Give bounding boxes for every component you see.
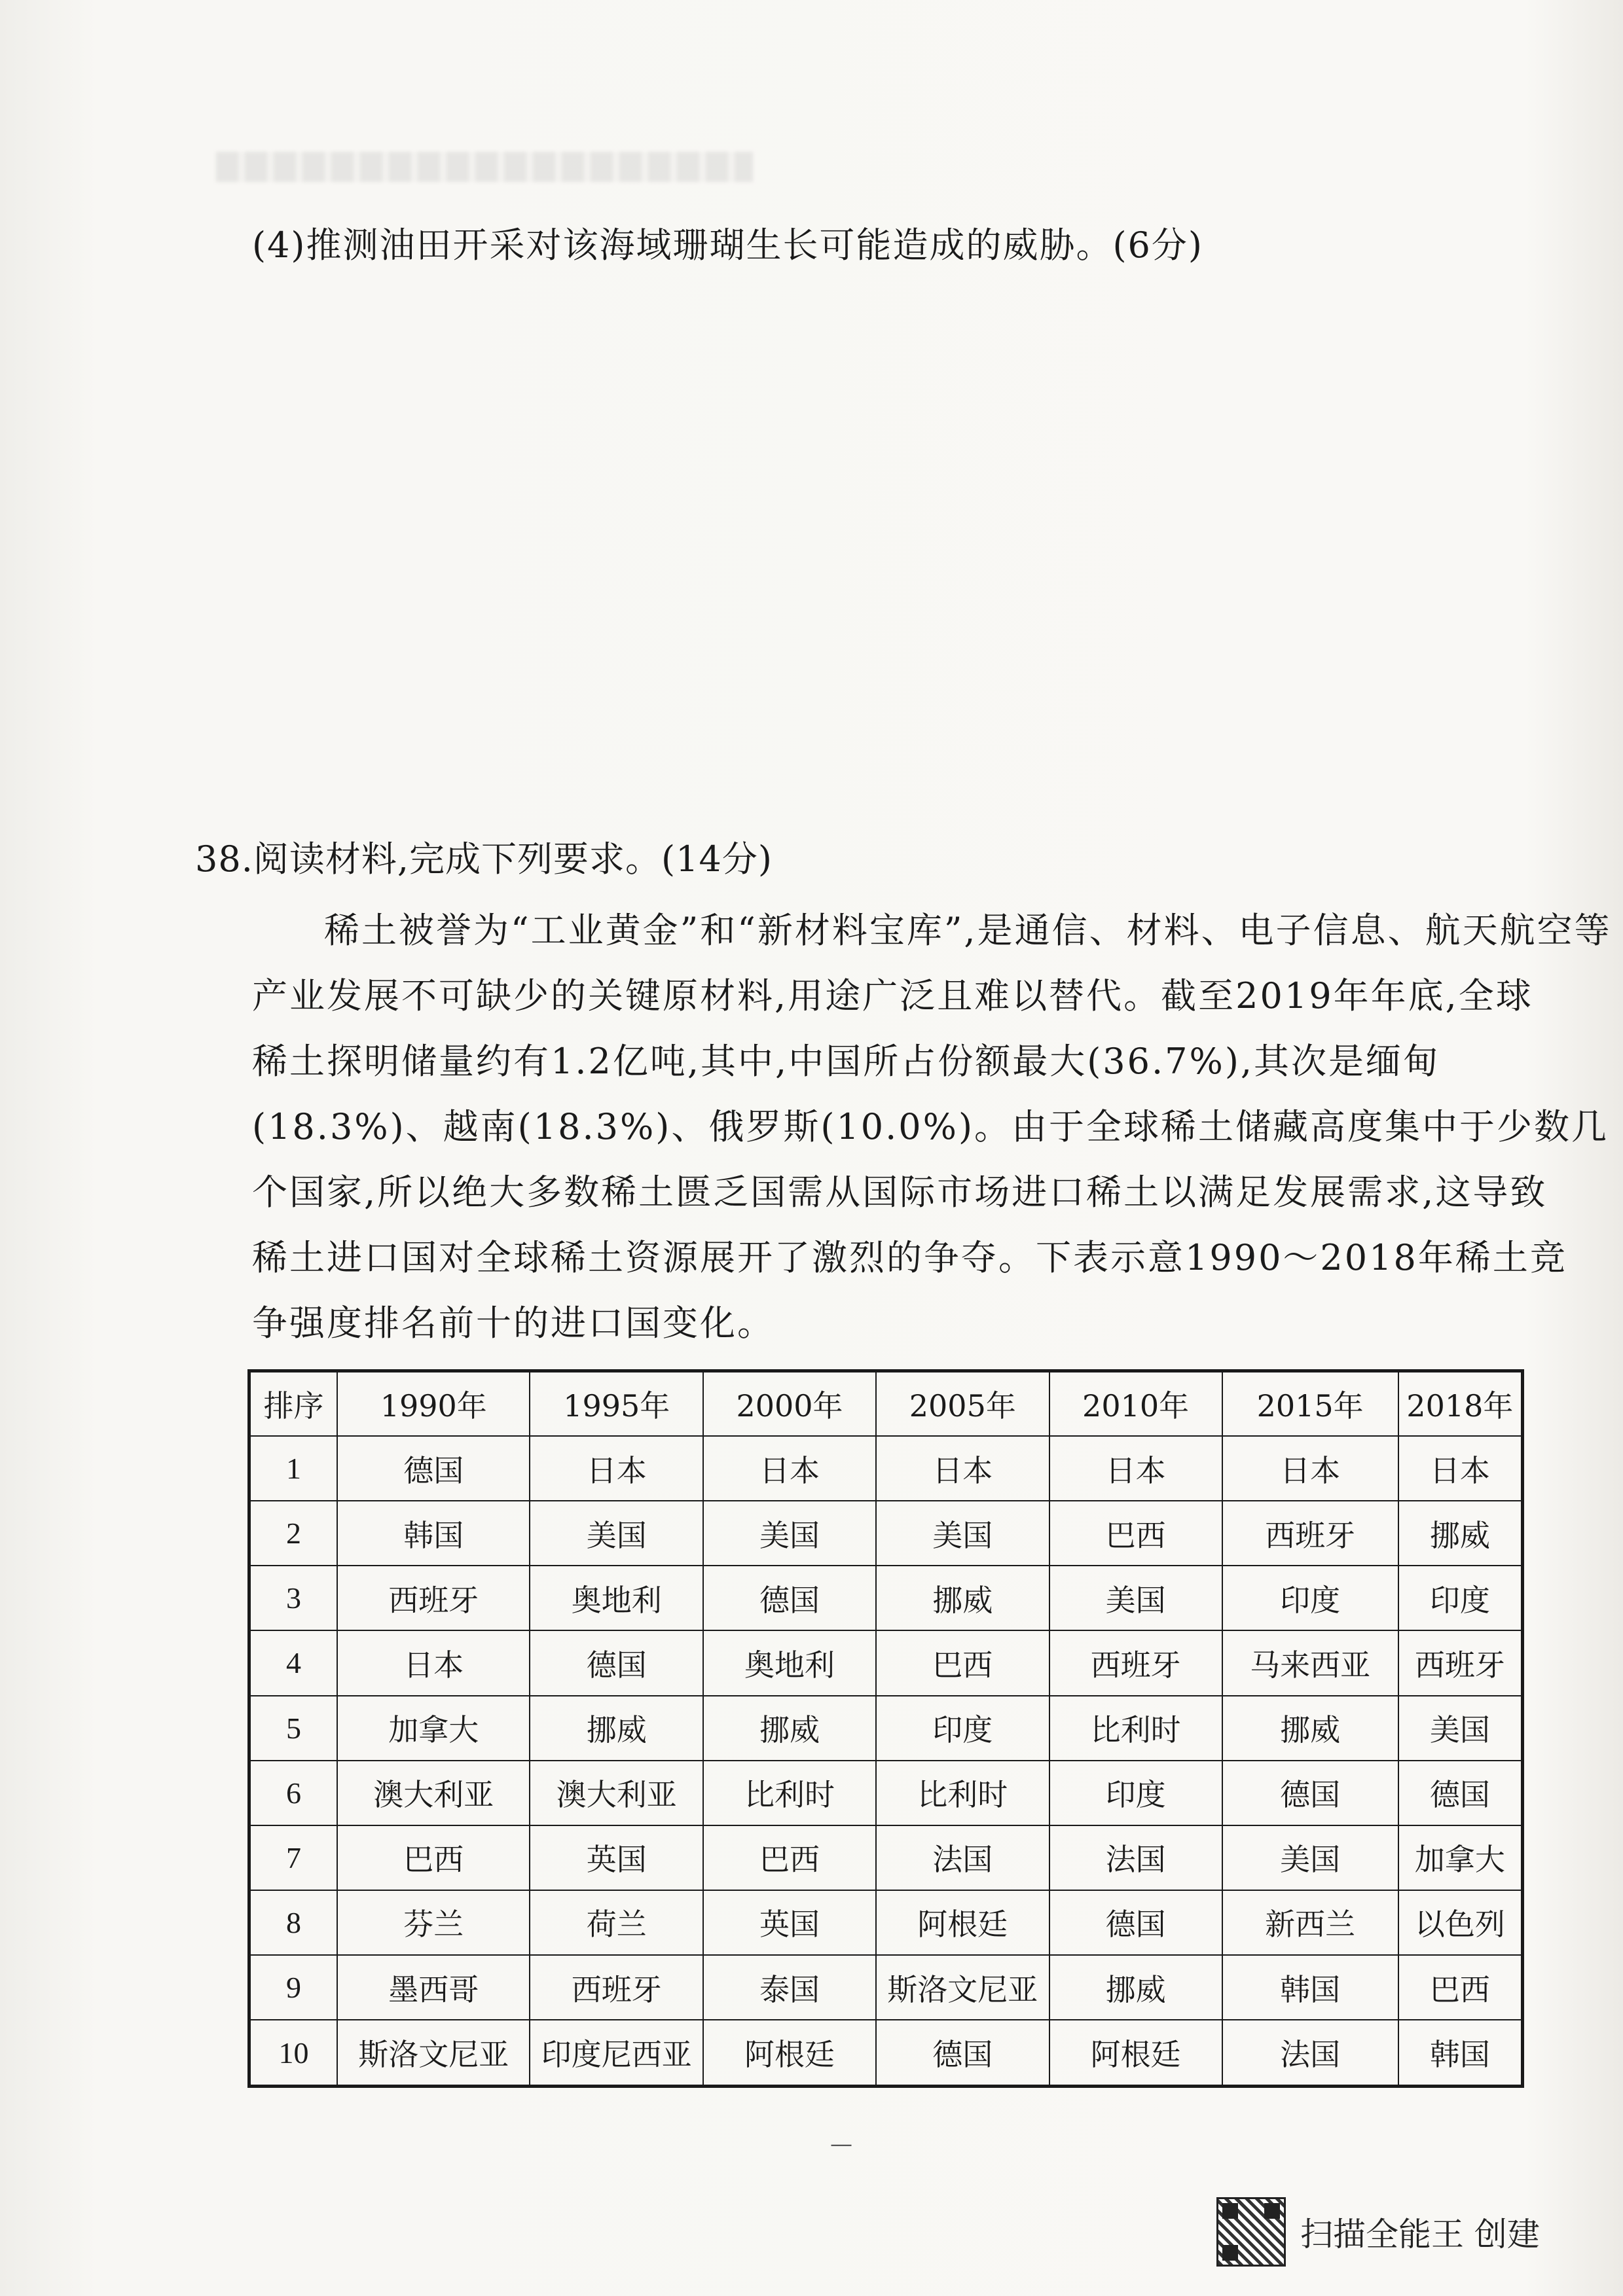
country-cell: 以色列 [1398, 1890, 1523, 1955]
material-line: 个国家,所以绝大多数稀土匮乏国需从国际市场进口稀土以满足发展需求,这导致 [252, 1172, 1548, 1213]
country-cell: 挪威 [530, 1696, 703, 1761]
table-row [249, 1501, 1523, 1566]
country-cell: 巴西 [1398, 1955, 1523, 2020]
rank-cell: 3 [249, 1566, 338, 1630]
column-header: 2010年 [1049, 1371, 1222, 1437]
country-cell: 美国 [1398, 1696, 1523, 1761]
country-cell: 德国 [530, 1630, 703, 1695]
country-cell: 印度 [1049, 1761, 1222, 1825]
material-line: 争强度排名前十的进口国变化。 [252, 1302, 775, 1344]
material-line: 稀土进口国对全球稀土资源展开了激烈的争夺。下表示意1990～2018年稀土竞 [252, 1237, 1567, 1278]
page-footer-mark: — [830, 2131, 852, 2157]
table-row [249, 2020, 1523, 2086]
watermark-text: 扫描全能王 创建 [1300, 2215, 1540, 2253]
country-cell: 阿根廷 [703, 2020, 876, 2086]
country-cell: 加拿大 [337, 1696, 530, 1761]
country-cell: 澳大利亚 [337, 1761, 530, 1825]
table-row [249, 1566, 1523, 1630]
country-cell: 德国 [876, 2020, 1049, 2086]
country-cell: 斯洛文尼亚 [337, 2020, 530, 2086]
column-header: 2015年 [1222, 1371, 1398, 1437]
country-cell: 日本 [530, 1436, 703, 1501]
country-cell: 挪威 [1049, 1955, 1222, 2020]
country-cell: 巴西 [876, 1630, 1049, 1695]
country-cell: 西班牙 [530, 1955, 703, 2020]
country-cell: 阿根廷 [1049, 2020, 1222, 2086]
table-row [249, 1761, 1523, 1825]
country-cell: 日本 [1398, 1436, 1523, 1501]
material-line: 稀土被誉为“工业黄金”和“新材料宝库”,是通信、材料、电子信息、航天航空等 [324, 910, 1612, 951]
table-row [249, 1890, 1523, 1955]
country-cell: 美国 [1049, 1566, 1222, 1630]
country-cell: 阿根廷 [876, 1890, 1049, 1955]
country-cell: 芬兰 [337, 1890, 530, 1955]
table-row [249, 1825, 1523, 1890]
faint-bleed-through-header [216, 152, 753, 182]
rank-cell: 4 [249, 1630, 338, 1695]
country-cell: 斯洛文尼亚 [876, 1955, 1049, 2020]
country-cell: 西班牙 [1049, 1630, 1222, 1695]
country-cell: 法国 [876, 1825, 1049, 1890]
qr-code-icon [1216, 2197, 1286, 2267]
country-cell: 印度 [876, 1696, 1049, 1761]
country-cell: 美国 [876, 1501, 1049, 1566]
country-cell: 德国 [1049, 1890, 1222, 1955]
country-cell: 挪威 [1398, 1501, 1523, 1566]
country-cell: 德国 [337, 1436, 530, 1501]
table-row [249, 1955, 1523, 2020]
table-body [249, 1436, 1523, 2087]
country-cell: 挪威 [703, 1696, 876, 1761]
question-4-text: (4)推测油田开采对该海域珊瑚生长可能造成的威胁。(6分) [252, 224, 1203, 266]
country-cell: 德国 [703, 1566, 876, 1630]
country-cell: 西班牙 [1398, 1630, 1523, 1695]
country-cell: 西班牙 [1222, 1501, 1398, 1566]
country-cell: 巴西 [1049, 1501, 1222, 1566]
country-cell: 日本 [1222, 1436, 1398, 1501]
country-cell: 加拿大 [1398, 1825, 1523, 1890]
country-cell: 墨西哥 [337, 1955, 530, 2020]
question-38-title: 38.阅读材料,完成下列要求。(14分) [195, 838, 773, 880]
column-header: 2005年 [876, 1371, 1049, 1437]
column-header: 1995年 [530, 1371, 703, 1437]
column-header: 2018年 [1398, 1371, 1523, 1437]
country-cell: 新西兰 [1222, 1890, 1398, 1955]
question-38-material [252, 898, 1612, 1356]
rank-cell: 10 [249, 2020, 338, 2086]
country-cell: 韩国 [1222, 1955, 1398, 2020]
country-cell: 西班牙 [337, 1566, 530, 1630]
country-cell: 马来西亚 [1222, 1630, 1398, 1695]
material-line: 稀土探明储量约有1.2亿吨,其中,中国所占份额最大(36.7%),其次是缅甸 [252, 1041, 1441, 1082]
country-cell: 印度 [1222, 1566, 1398, 1630]
column-header: 2000年 [703, 1371, 876, 1437]
country-cell: 美国 [1222, 1825, 1398, 1890]
country-cell: 奥地利 [703, 1630, 876, 1695]
country-cell: 挪威 [876, 1566, 1049, 1630]
country-cell: 日本 [876, 1436, 1049, 1501]
rare-earth-importer-ranking-table [247, 1369, 1524, 2088]
country-cell: 泰国 [703, 1955, 876, 2020]
country-cell: 美国 [703, 1501, 876, 1566]
column-header: 排序 [249, 1371, 338, 1437]
table-row [249, 1630, 1523, 1695]
country-cell: 日本 [1049, 1436, 1222, 1501]
rank-cell: 5 [249, 1696, 338, 1761]
country-cell: 比利时 [703, 1761, 876, 1825]
rank-cell: 6 [249, 1761, 338, 1825]
country-cell: 挪威 [1222, 1696, 1398, 1761]
table-header-row [249, 1371, 1523, 1437]
column-header: 1990年 [337, 1371, 530, 1437]
country-cell: 法国 [1049, 1825, 1222, 1890]
country-cell: 日本 [703, 1436, 876, 1501]
country-cell: 印度 [1398, 1566, 1523, 1630]
country-cell: 英国 [703, 1890, 876, 1955]
country-cell: 法国 [1222, 2020, 1398, 2086]
country-cell: 澳大利亚 [530, 1761, 703, 1825]
country-cell: 印度尼西亚 [530, 2020, 703, 2086]
country-cell: 美国 [530, 1501, 703, 1566]
country-cell: 韩国 [1398, 2020, 1523, 2086]
rank-cell: 2 [249, 1501, 338, 1566]
rank-cell: 8 [249, 1890, 338, 1955]
country-cell: 巴西 [337, 1825, 530, 1890]
country-cell: 日本 [337, 1630, 530, 1695]
country-cell: 英国 [530, 1825, 703, 1890]
country-cell: 巴西 [703, 1825, 876, 1890]
material-line: 产业发展不可缺少的关键原材料,用途广泛且难以替代。截至2019年年底,全球 [252, 975, 1533, 1016]
country-cell: 奥地利 [530, 1566, 703, 1630]
table-row [249, 1696, 1523, 1761]
rank-cell: 7 [249, 1825, 338, 1890]
rank-cell: 1 [249, 1436, 338, 1501]
rank-cell: 9 [249, 1955, 338, 2020]
material-line: (18.3%)、越南(18.3%)、俄罗斯(10.0%)。由于全球稀土储藏高度集中于少数几 [252, 1106, 1609, 1147]
table-row [249, 1436, 1523, 1501]
country-cell: 德国 [1398, 1761, 1523, 1825]
country-cell: 比利时 [876, 1761, 1049, 1825]
country-cell: 比利时 [1049, 1696, 1222, 1761]
scanner-watermark [1216, 2199, 1540, 2265]
country-cell: 荷兰 [530, 1890, 703, 1955]
country-cell: 韩国 [337, 1501, 530, 1566]
country-cell: 德国 [1222, 1761, 1398, 1825]
